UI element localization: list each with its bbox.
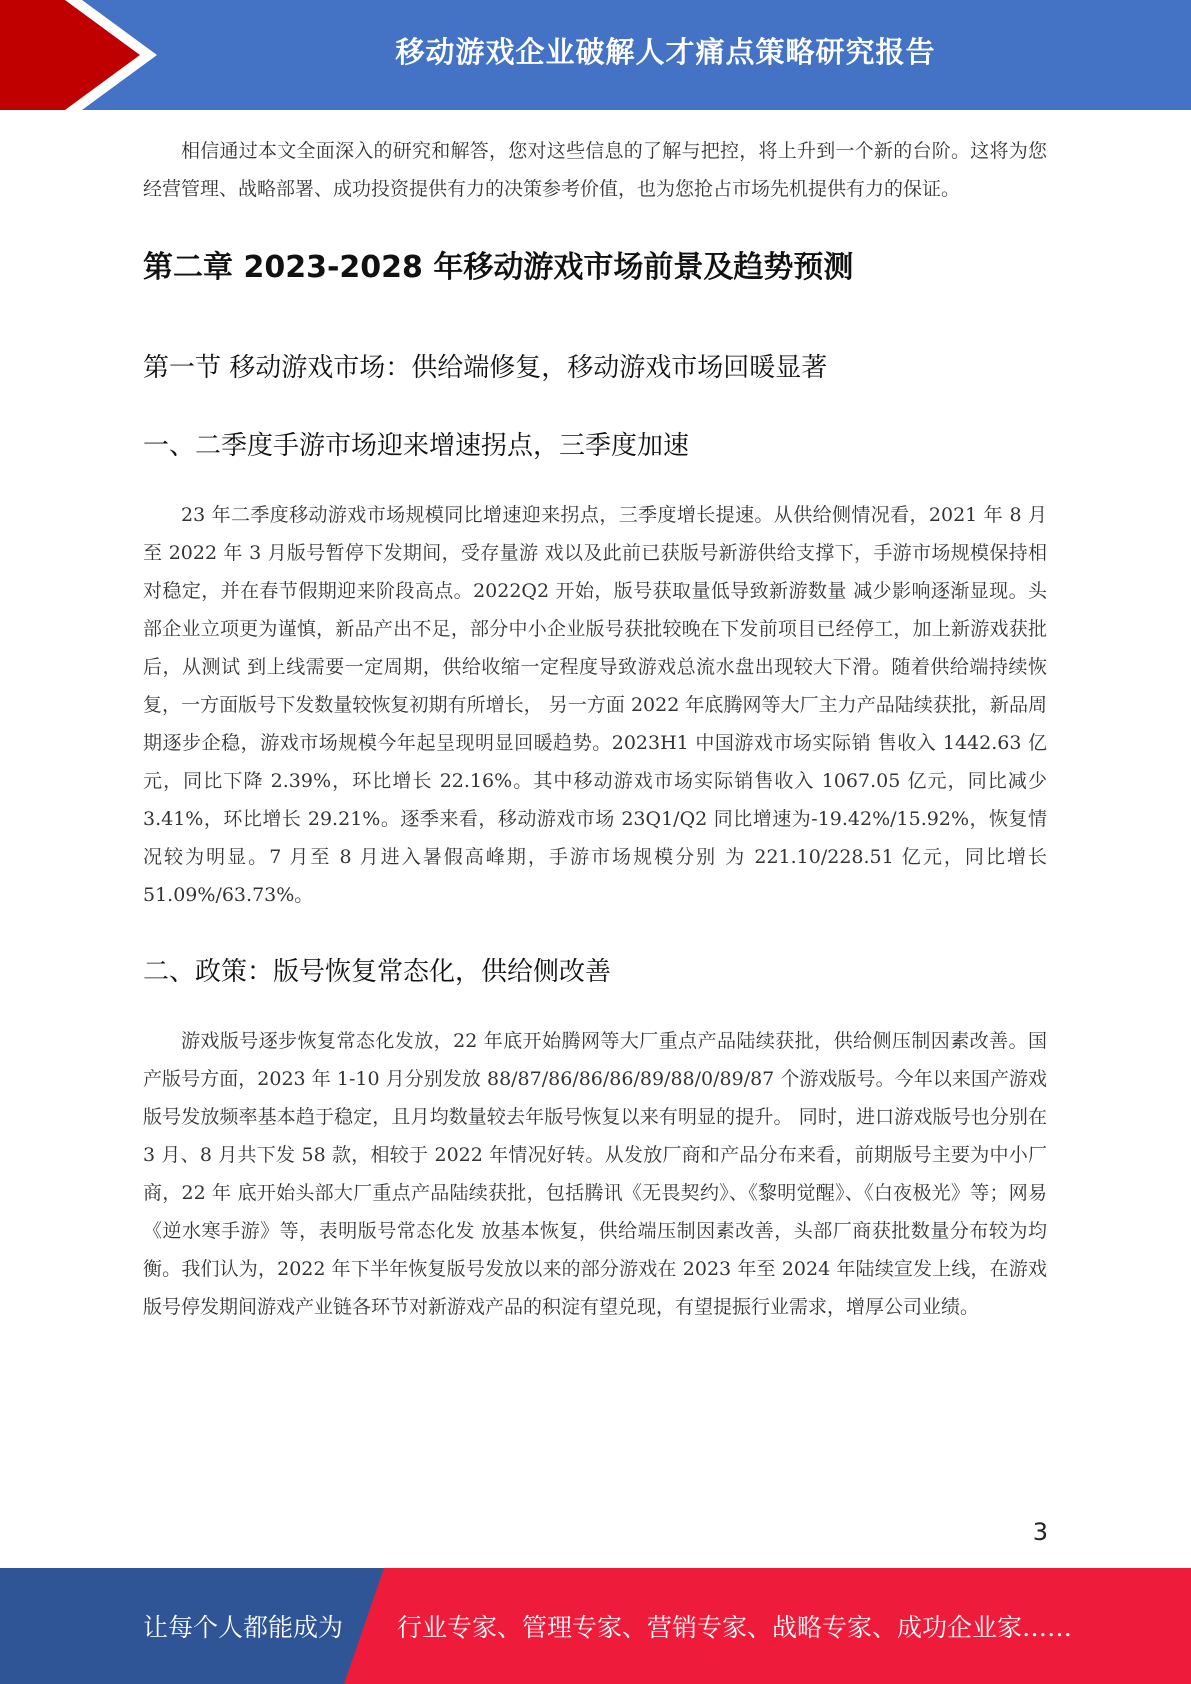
subsection-1-paragraph: 23 年二季度移动游戏市场规模同比增速迎来拐点，三季度增长提速。从供给侧情况看，2021 年 8 月至 2022 年 3 月版号暂停下发期间，受存量游 戏以及此前已获版号新游供给支撑下，手游市场规模保持相对稳定，并在春节假期迎来阶段高点。2022Q2 开始，版号获取量低导致新游数量 减少影响逐渐显现。头部企业立项更为谨慎，新品产出不足，部分中小企业版号获批较晚在下发前项目已经停工，加上新游戏获批后，从测试 到上线需要一定周期，供给收缩一定程度导致游戏总流水盘出现较大下滑。随着供给端持续恢复，一方面版号下发数量较恢复初期有所增长， 另一方面 2022 年底腾网等大厂主力产品陆续获批，新品周期逐步企稳，游戏市场规模今年起呈现明显回暖趋势。2023H1 中国游戏市场实际销 售收入 1442.63 亿元，同比下降 2.39%，环比增长 22.16%。其中移动游戏市场实际销售收入 1067.05 亿元，同比减少 3.41%，环比增长 29.21%。逐季来看，移动游戏市场 23Q1/Q2 同比增速为-19.42%/15.92%，恢复情况较为明显。7 月至 8 月进入暑假高峰期，手游市场规模分别 为 221.10/228.51 亿元，同比增长 51.09%/63.73%。 — [143, 504, 1047, 906]
subsection-2-paragraph: 游戏版号逐步恢复常态化发放，22 年底开始腾网等大厂重点产品陆续获批，供给侧压制因素改善。国产版号方面，2023 年 1-10 月分别发放 88/87/86/86/86/89/88/0/89/87 个游戏版号。今年以来国产游戏版号发放频率基本趋于稳定，且月均数量较去年版号恢复以来有明显的提升。 同时，进口游戏版号也分别在 3 月、8 月共下发 58 款，相较于 2022 年情况好转。从发放厂商和产品分布来看，前期版号主要为中小厂商，22 年 底开始头部大厂重点产品陆续获批，包括腾讯《无畏契约》、《黎明觉醒》、《白夜极光》等；网易《逆水寒手游》等，表明版号常态化发 放基本恢复，供给端压制因素改善，头部厂商获批数量分布较为均衡。我们认为，2022 年下半年恢复版号发放以来的部分游戏在 2023 年至 2024 年陆续宣发上线，在游戏版号停发期间游戏产业链各环节对新游戏产品的积淀有望兑现，有望提振行业需求，增厚公司业绩。 — [143, 1030, 1047, 1318]
intro-paragraph: 相信通过本文全面深入的研究和解答，您对这些信息的了解与把控，将上升到一个新的台阶。这将为您经营管理、战略部署、成功投资提供有力的决策参考价值，也为您抢占市场先机提供有力的保证。 — [143, 140, 1047, 200]
section-title: 第一节 移动游戏市场：供给端修复，移动游戏市场回暖显著 — [143, 353, 828, 383]
footer-slogan-left: 让每个人都能成为 — [143, 1613, 344, 1642]
document-body — [143, 132, 1047, 1326]
subsection-1-title: 一、二季度手游市场迎来增速拐点，三季度加速 — [143, 431, 690, 461]
header-chevron-icon — [0, 0, 160, 110]
header-title: 移动游戏企业破解人才痛点策略研究报告 — [395, 34, 936, 69]
chapter-title: 第二章 2023-2028 年移动游戏市场前景及趋势预测 — [143, 250, 854, 285]
page-number: 3 — [1032, 1518, 1048, 1546]
page-footer — [0, 1568, 1191, 1684]
subsection-2-title: 二、政策：版号恢复常态化，供给侧改善 — [143, 957, 612, 987]
footer-slogan-right: 行业专家、管理专家、营销专家、战略专家、成功企业家…… — [397, 1613, 1073, 1642]
page-header — [0, 0, 1191, 110]
